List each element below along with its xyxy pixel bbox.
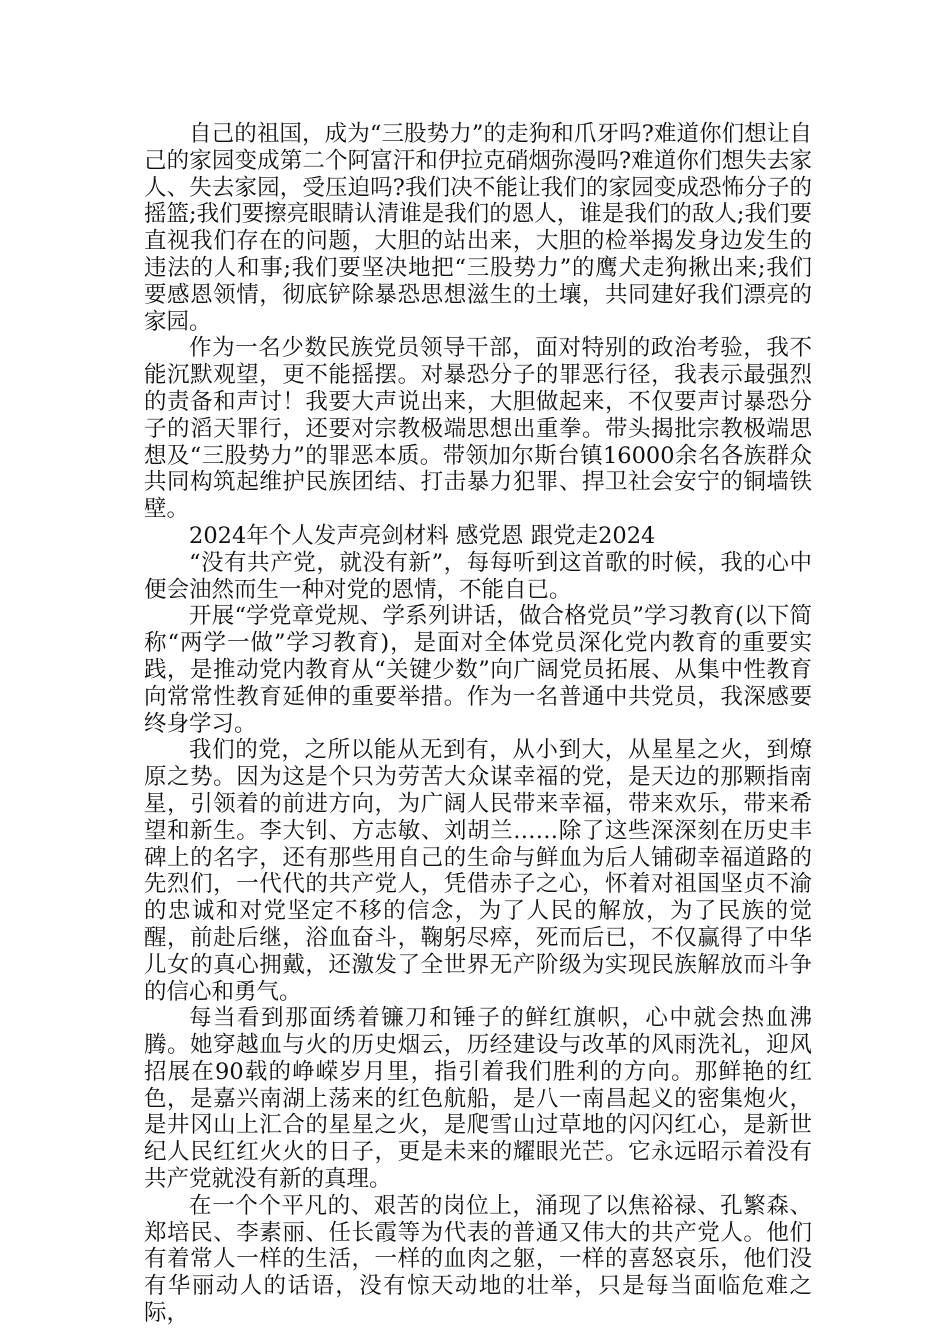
paragraph: 我们的党，之所以能从无到有，从小到大，从星星之火，到燎原之势。因为这是个只为劳苦大众谋幸福的党，是天边的那颗指南星，引领着的前进方向，为广阔人民带来幸福，带来欢乐，带来希望和新生。李大钊、方志敏、刘胡兰……除了这些深深刻在历史丰碑上的名字，还有那些用自己的生命与鲜血为后人铺砌幸福道路的先烈们，一代代的共产党人，凭借赤子之心，怀着对祖国坚贞不渝的忠诚和对党坚定不移的信念，为了人民的解放，为了民族的觉醒，前赴后继，浴血奋斗，鞠躬尽瘁，死而后已，不仅赢得了中华儿女的真心拥戴，还激发了全世界无产阶级为实现民族解放而斗争的信心和勇气。 — [144, 737, 812, 1005]
section-heading: 2024年个人发声亮剑材料 感党恩 跟党走2024 — [189, 522, 656, 549]
paragraph: “没有共产党，就没有新”，每每听到这首歌的时候，我的心中便会油然而生一种对党的恩情，不能自已。 — [144, 549, 812, 603]
document-page — [144, 121, 812, 1327]
paragraph: 每当看到那面绣着镰刀和锤子的鲜红旗帜，心中就会热血沸腾。她穿越血与火的历史烟云，历经建设与改革的风雨洗礼，迎风招展在90载的峥嵘岁月里，指引着我们胜利的方向。那鲜艳的红色，是嘉兴南湖上荡来的红色航船，是八一南昌起义的密集炮火，是井冈山上汇合的星星之火，是爬雪山过草地的闪闪红心，是新世纪人民红红火火的日子，更是未来的耀眼光芒。它永远昭示着没有共产党就没有新的真理。 — [144, 1005, 812, 1193]
paragraph: 开展“学党章党规、学系列讲话，做合格党员”学习教育(以下简称“两学一做”学习教育)，是面对全体党员深化党内教育的重要实践，是推动党内教育从“关键少数”向广阔党员拓展、从集中性教育向常常性教育延伸的重要举措。作为一名普通中共党员，我深感要终身学习。 — [144, 603, 812, 737]
paragraph: 自己的祖国，成为“三股势力”的走狗和爪牙吗?难道你们想让自己的家园变成第二个阿富汗和伊拉克硝烟弥漫吗?难道你们想失去家人、失去家园，受压迫吗?我们决不能让我们的家园变成恐怖分子的摇篮;我们要擦亮眼睛认清谁是我们的恩人，谁是我们的敌人;我们要直视我们存在的问题，大胆的站出来，大胆的检举揭发身边发生的违法的人和事;我们要坚决地把“三股势力”的鹰犬走狗揪出来;我们要感恩领情，彻底铲除暴恐思想滋生的土壤，共同建好我们漂亮的家园。 — [144, 121, 812, 335]
paragraph: 作为一名少数民族党员领导干部，面对特别的政治考验，我不能沉默观望，更不能摇摆。对暴恐分子的罪恶行径，我表示最强烈的责备和声讨！我要大声说出来，大胆做起来，不仅要声讨暴恐分子的滔天罪行，还要对宗教极端思想出重拳。带头揭批宗教极端思想及“三股势力”的罪恶本质。带领加尔斯台镇16000余名各族群众共同构筑起维护民族团结、打击暴力犯罪、捍卫社会安宁的铜墙铁壁。 — [144, 335, 812, 523]
paragraph: 在一个个平凡的、艰苦的岗位上，涌现了以焦裕禄、孔繁森、郑培民、李素丽、任长霞等为代表的普通又伟大的共产党人。他们有着常人一样的生活，一样的血肉之躯，一样的喜怒哀乐，他们没有华丽动人的话语，没有惊天动地的壮举，只是每当面临危难之际， — [144, 1192, 812, 1327]
